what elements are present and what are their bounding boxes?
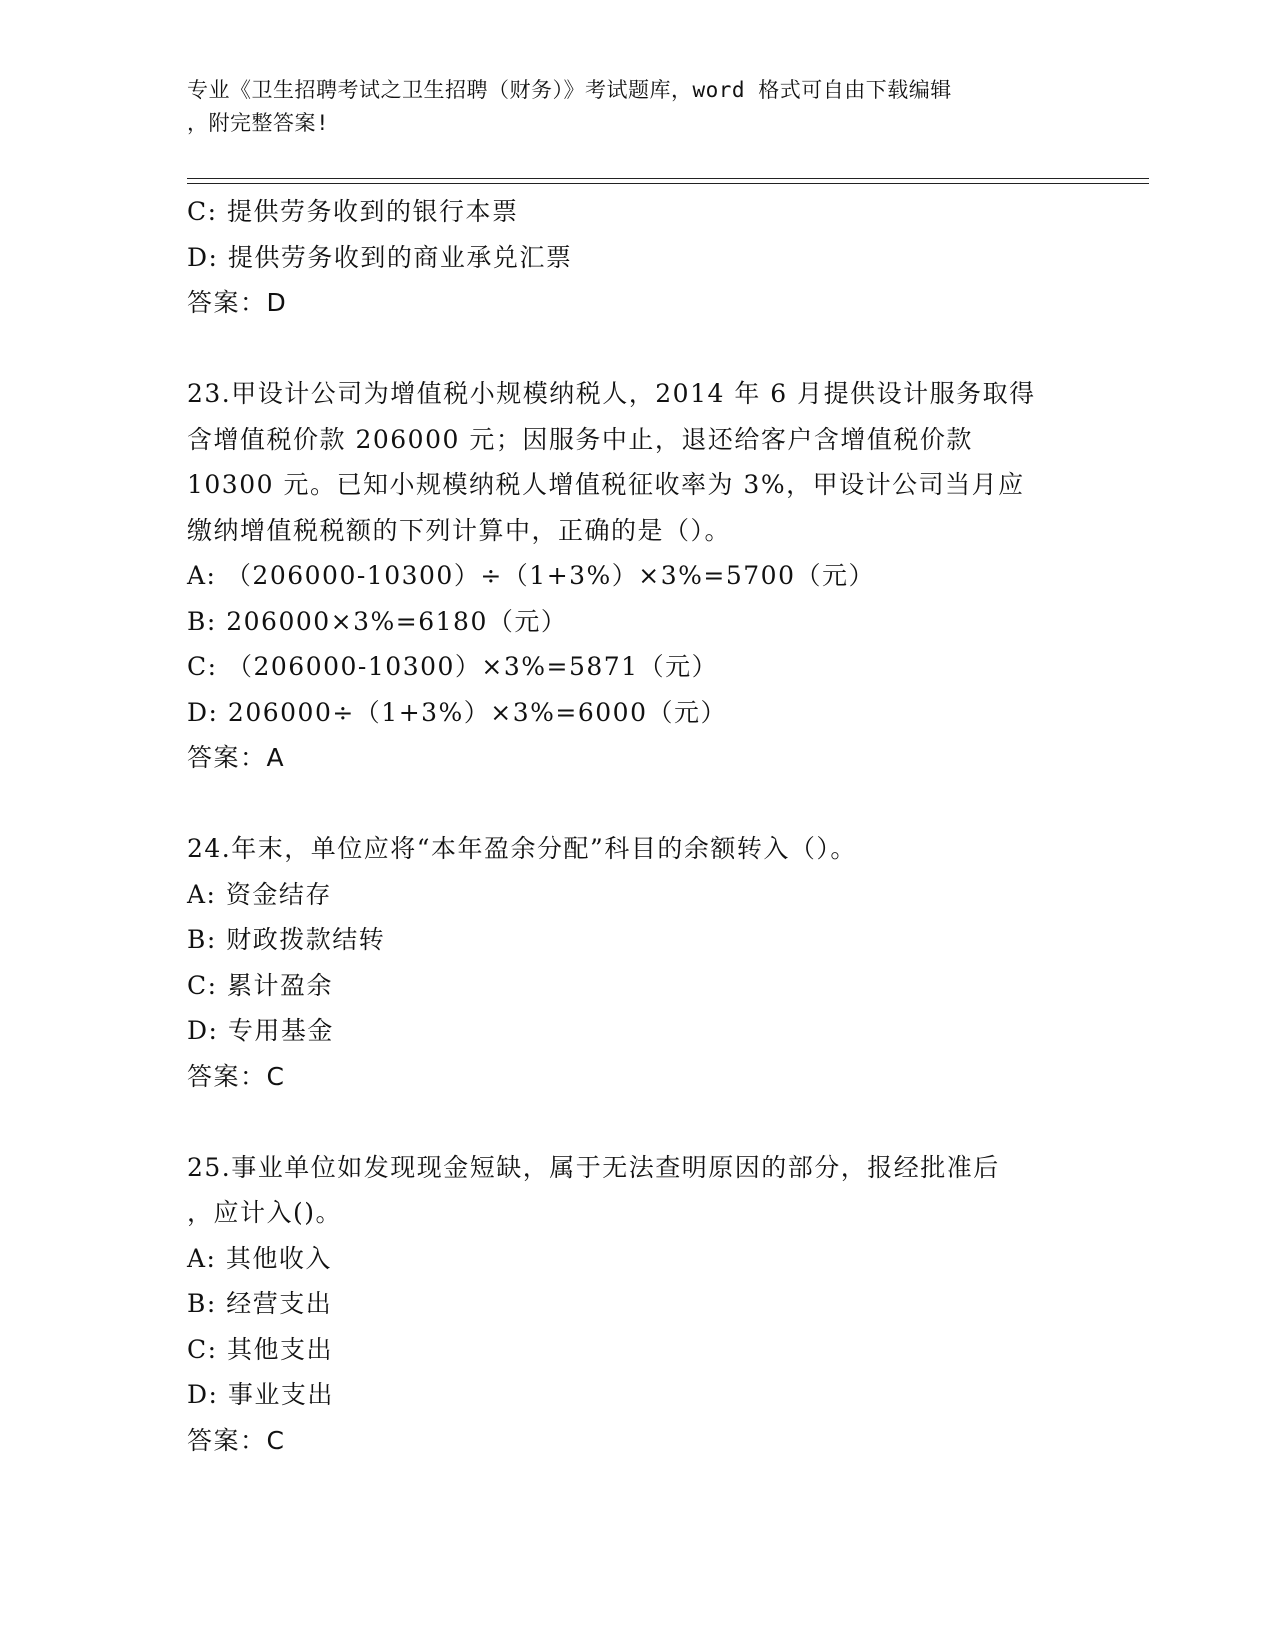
header-line-1: 专业《卫生招聘考试之卫生招聘（财务）》考试题库，word 格式可自由下载编辑 (187, 78, 952, 102)
question-23 (187, 371, 1087, 781)
option-c: C: 累计盈余 (187, 970, 333, 1000)
option-a: A: （206000-10300）÷（1+3%）×3%=5700（元） (187, 561, 875, 590)
question-24 (187, 826, 1087, 1099)
option-a: A: 资金结存 (187, 879, 332, 909)
question-text-line: 10300 元。已知小规模纳税人增值税征收率为 3%，甲设计公司当月应 (187, 470, 1025, 499)
header-divider-top (187, 178, 1149, 179)
answer-label: 答案：C (187, 1061, 286, 1091)
question-text-line: 24.年末，单位应将“本年盈余分配”科目的余额转入（）。 (187, 834, 857, 863)
answer-label: 答案：C (187, 1425, 286, 1455)
header-divider-bottom (187, 183, 1149, 184)
question-text-line: 25.事业单位如发现现金短缺，属于无法查明原因的部分，报经批准后 (187, 1152, 1000, 1182)
option-d: D: 事业支出 (187, 1380, 334, 1409)
question-text-line: 23.甲设计公司为增值税小规模纳税人，2014 年 6 月提供设计服务取得 (187, 379, 1036, 408)
question-text-line: ，应计入()。 (187, 1198, 343, 1227)
question-spacer (187, 781, 1087, 827)
prev-question-block (187, 189, 1087, 326)
option-d: D: 专用基金 (187, 1016, 334, 1045)
header-line-2: ，附完整答案! (187, 111, 330, 135)
answer-label: 答案：D (187, 288, 288, 317)
question-spacer (187, 326, 1087, 372)
question-text-line: 缴纳增值税税额的下列计算中，正确的是（）。 (187, 515, 732, 545)
option-b: B: 财政拨款结转 (187, 925, 386, 954)
answer-label: 答案：A (187, 743, 286, 772)
option-c: C: 提供劳务收到的银行本票 (187, 197, 519, 226)
question-text-line: 含增值税价款 206000 元；因服务中止，退还给客户含增值税价款 (187, 424, 973, 454)
option-d: D: 提供劳务收到的商业承兑汇票 (187, 242, 573, 272)
option-a: A: 其他收入 (187, 1243, 332, 1273)
option-c: C: （206000-10300）×3%=5871（元） (187, 652, 719, 681)
question-content (187, 189, 1087, 1463)
document-header (187, 74, 1087, 140)
question-25 (187, 1145, 1087, 1464)
option-d: D: 206000÷（1+3%）×3%=6000（元） (187, 697, 727, 727)
question-spacer (187, 1099, 1087, 1145)
option-b: B: 206000×3%=6180（元） (187, 606, 568, 636)
option-c: C: 其他支出 (187, 1334, 333, 1364)
option-b: B: 经营支出 (187, 1289, 333, 1318)
